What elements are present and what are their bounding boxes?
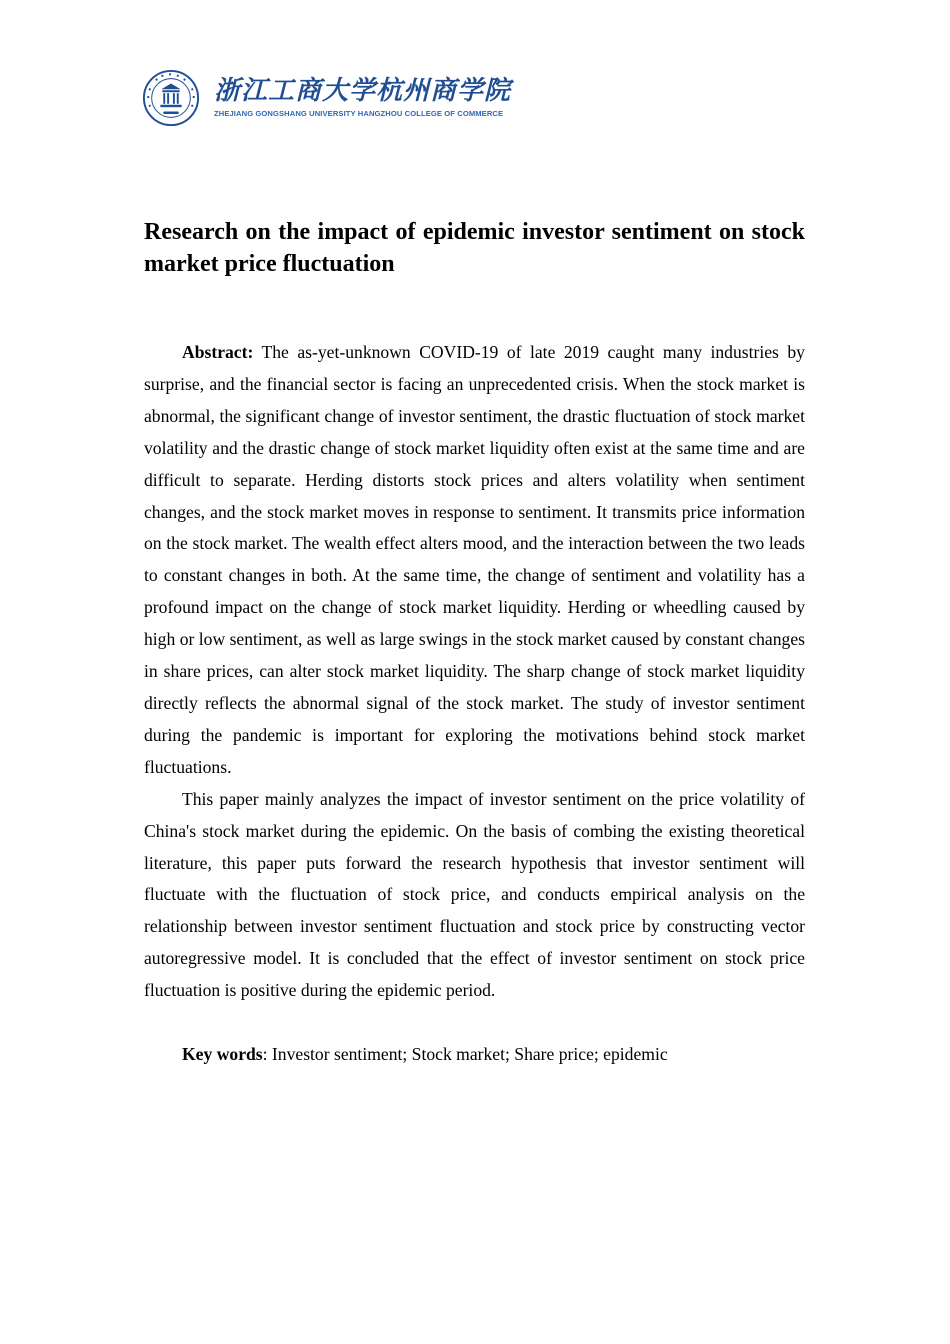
logo-chinese-text: 浙江工商大学杭州商学院 (214, 76, 512, 106)
university-seal-icon (142, 69, 200, 127)
keywords-text: : Investor sentiment; Stock market; Share price; epidemic (262, 1044, 668, 1065)
university-logo (142, 68, 511, 128)
paper-title: Research on the impact of epidemic investor sentiment on stock market price fluctuation (144, 219, 805, 277)
abstract-text-1: The as-yet-unknown COVID-19 of late 2019 caught many industries by surprise, and the financial sector is facing an unprecedented crisis. When the stock market is abnormal, the significant change of investor sentiment, the drastic fluctuation of stock market volatility and the drastic change of stock market liquidity often exist at the same time and are difficult to separate. Herding distorts stock prices and alters volatility when sentiment changes, and the stock market moves in response to sentiment. It transmits price information on the stock market. The wealth effect alters mood, and the interaction between the two leads to constant changes in both. At the same time, the change of sentiment and volatility has a profound impact on the change of stock market liquidity. Herding or wheedling caused by high or low sentiment, as well as large swings in the stock market caused by constant changes in share prices, can alter stock market liquidity. The sharp change of stock market liquidity directly reflects the abnormal signal of the stock market. The study of investor sentiment during the pandemic is important for exploring the motivations behind stock market fluctuations. (144, 342, 805, 777)
abstract-paragraph-2: This paper mainly analyzes the impact of investor sentiment on the price volatility of China's stock market during the epidemic. On the basis of combing the existing theoretical literature, this paper puts forward the research hypothesis that investor sentiment will fluctuate with the fluctuation of stock price, and conducts empirical analysis on the relationship between investor sentiment fluctuation and stock price by constructing vector autoregressive model. It is concluded that the effect of investor sentiment on stock price fluctuation is positive during the epidemic period. (144, 788, 805, 1001)
keywords-label: Key words (182, 1044, 263, 1065)
abstract-paragraph-1 (144, 337, 805, 784)
abstract-label: Abstract: (182, 342, 254, 362)
keywords-line (144, 1039, 805, 1071)
logo-wordmark (214, 76, 511, 120)
abstract-section (144, 337, 805, 1071)
logo-english-text: ZHEJIANG GONGSHANG UNIVERSITY HANGZHOU COLLEGE OF COMMERCE (214, 109, 504, 118)
